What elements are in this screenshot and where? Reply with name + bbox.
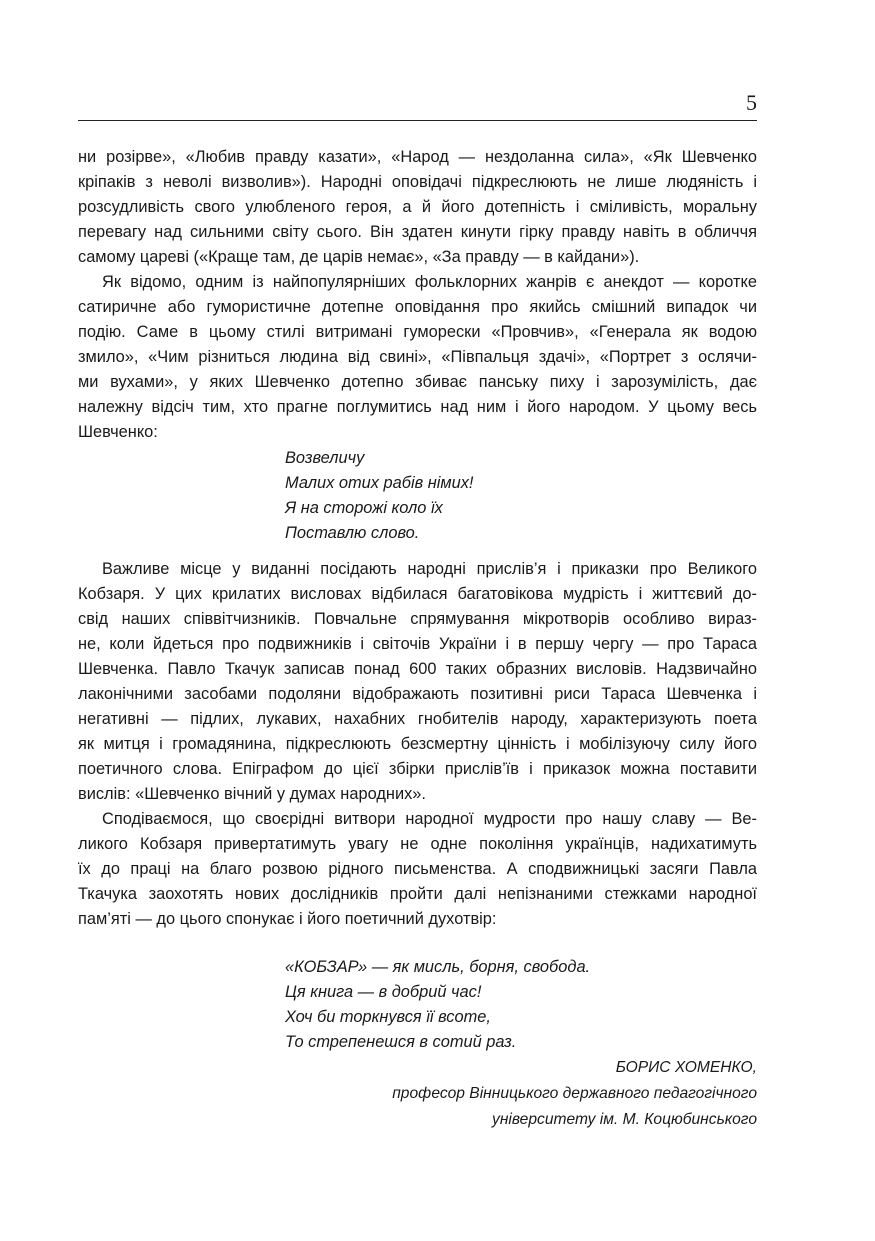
text-line: Шевченко: bbox=[78, 423, 158, 441]
signature bbox=[78, 1055, 757, 1133]
body-text bbox=[78, 145, 757, 1133]
poem-line: То стрепенешся в сотий раз. bbox=[285, 1033, 517, 1051]
paragraph-1 bbox=[78, 145, 757, 270]
poem-1 bbox=[78, 446, 757, 546]
poem-line: Малих отих рабів німих! bbox=[285, 474, 474, 492]
text-line: поетичного слова. Епіграфом до цієї збірки прислів’їв і приказок можна поставити bbox=[78, 760, 757, 778]
paragraph-4 bbox=[78, 807, 757, 932]
poem-2 bbox=[78, 955, 757, 1055]
text-line: вислів: «Шевченко вічний у думах народних». bbox=[78, 785, 426, 803]
poem-line: Возвеличу bbox=[285, 449, 365, 467]
text-line: Шевченка. Павло Ткачук записав понад 600 таких образних висловів. Надзвичайно bbox=[78, 660, 757, 678]
paragraph-2 bbox=[78, 270, 757, 445]
text-line: негативні — підлих, лукавих, нахабних гнобителів народу, характеризують поета bbox=[78, 710, 757, 728]
text-line: пам’яті — до цього спонукає і його поетичний духотвір: bbox=[78, 910, 497, 928]
text-line: перевагу над сильними світу сього. Він здатен кинути гірку правду навіть в обличчя bbox=[78, 223, 757, 241]
text-line: змило», «Чим різниться людина від свині», «Півпальця здачі», «Портрет з ослячи- bbox=[78, 348, 757, 366]
text-line: розсудливість свого улюбленого героя, а й його дотепність і сміливість, моральну bbox=[78, 198, 757, 216]
text-line: Ткачука заохотять нових дослідників пройти далі непізнаними стежками народної bbox=[78, 885, 757, 903]
text-line: Сподіваємося, що своєрідні витвори народної мудрости про нашу славу — Ве- bbox=[102, 810, 757, 828]
signature-affiliation: університету ім. М. Коцюбинського bbox=[492, 1111, 757, 1128]
text-line: самому цареві («Краще там, де царів немає», «За правду — в кайдани»). bbox=[78, 248, 640, 266]
poem-line: Поставлю слово. bbox=[285, 524, 420, 542]
text-line: не, коли йдеться про подвижників і світочів України і в першу чергу — про Тараса bbox=[78, 635, 757, 653]
text-line: Важливе місце у виданні посідають народні прислів’я і приказки про Великого bbox=[102, 560, 757, 578]
text-line: належну відсіч тим, хто прагне поглумитись над ним і його народом. У цьому весь bbox=[78, 398, 757, 416]
text-line: ми вухами», у яких Шевченко дотепно збиває панську пиху і зарозумілість, дає bbox=[78, 373, 757, 391]
text-line: сатиричне або гумористичне дотепне оповідання про якийсь смішний випадок чи bbox=[78, 298, 757, 316]
signature-name: БОРИС ХОМЕНКО, bbox=[615, 1059, 757, 1076]
text-line: як митця і громадянина, підкреслюють безсмертну цінність і мобілізуючу силу його bbox=[78, 735, 757, 753]
page-number: 5 bbox=[746, 90, 757, 115]
text-line: ни розірве», «Любив правду казати», «Народ — нездоланна сила», «Як Шевченко bbox=[78, 148, 757, 166]
text-line: подію. Саме в цьому стилі витримані гуморески «Провчив», «Генерала як водою bbox=[78, 323, 757, 341]
text-line: кріпаків з неволі визволив»). Народні оповідачі підкреслюють не лише людяність і bbox=[78, 173, 757, 191]
header-rule bbox=[78, 120, 757, 121]
paragraph-3 bbox=[78, 557, 757, 807]
poem-line: Я на сторожі коло їх bbox=[285, 499, 443, 517]
signature-title: професор Вінницького державного педагогічного bbox=[392, 1085, 757, 1102]
text-line: Кобзаря. У цих крилатих висловах відбилася багатовікова мудрість і життєвий до- bbox=[78, 585, 757, 603]
text-line: свід наших співвітчизників. Повчальне спрямування мікротворів особливо вираз- bbox=[78, 610, 757, 628]
text-line: лаконічними засобами подоляни відображають позитивні риси Тараса Шевченка і bbox=[78, 685, 757, 703]
text-line: їх до праці на благо розвою рідного письменства. А сподвижницькі засяги Павла bbox=[78, 860, 757, 878]
poem-line: «КОБЗАР» — як мисль, борня, свобода. bbox=[285, 958, 591, 976]
text-line: Як відомо, одним із найпопулярніших фольклорних жанрів є анекдот — коротке bbox=[102, 273, 757, 291]
poem-line: Хоч би торкнувся її всоте, bbox=[285, 1008, 491, 1026]
text-line: ликого Кобзаря привертатимуть увагу не одне покоління українців, надихатимуть bbox=[78, 835, 757, 853]
poem-line: Ця книга — в добрий час! bbox=[285, 983, 482, 1001]
